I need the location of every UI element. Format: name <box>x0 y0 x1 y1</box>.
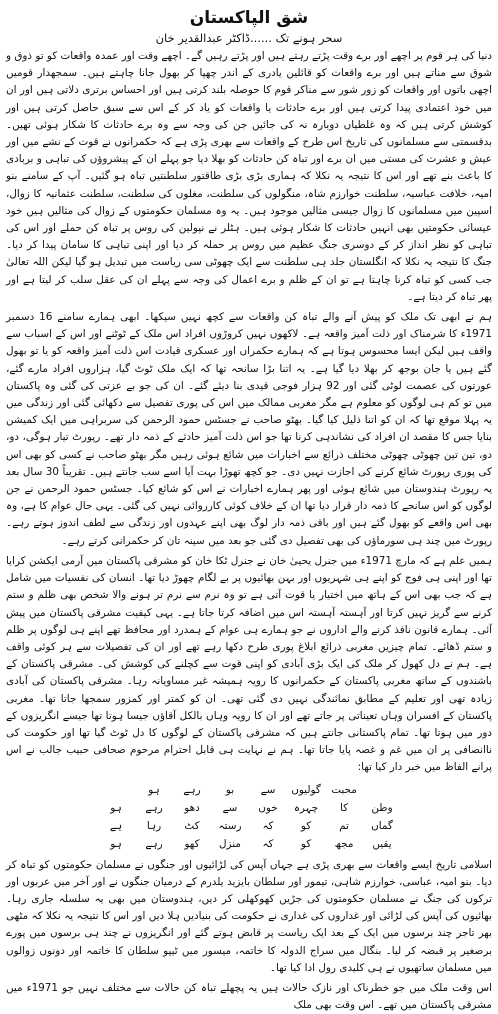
poem-word: ہے <box>109 819 123 832</box>
poem-word: ہو <box>148 783 160 796</box>
poem-word: وطن <box>371 801 393 814</box>
poem-word: گولیوں <box>291 783 321 796</box>
poem-line <box>6 799 492 817</box>
poem-word: محبت <box>331 783 357 796</box>
poem-word: کہ <box>262 819 274 832</box>
poem-word: رہے <box>145 801 163 814</box>
poem-line <box>6 835 492 853</box>
poem-word: سے <box>260 783 276 796</box>
poem-word: رستہ <box>218 819 242 832</box>
poem-word: کا <box>339 801 349 814</box>
article-title: شق الپاکستان <box>189 8 309 28</box>
poem-word: کو <box>300 819 312 832</box>
article-byline: سحر ہونے تک ......ڈاکٹر عبدالقدیر خان <box>155 31 343 45</box>
article-paragraph: اس وقت ملک میں جو خطرناک اور نازک حالات ہیں یہ پچھلے تباہ کن حالات سے مختلف نہیں جو 1971ء میں مشرقی پاکستان میں تھے۔ اس وقت بھی ملک <box>6 981 492 1012</box>
article-paragraph: ہمیں علم ہے کہ مارچ 1971ء میں جنرل یحییٰ خان نے جنرل ٹکا خان کو مشرقی پاکستان میں آرمی ایکشن کرایا تھا اور اپنی ہی فوج کو اپنے ہی شہریوں اور بہن بھائیوں پر بے لگام چھوڑ دیا تھا۔ انسان کی نفسیات میں شامل ہے کہ جب بھی اس کے ہاتھ میں اختیار یا قوت آتی ہے تو وہ نرم سے نرم تر ہونے والا شخص بھی ظلم و ستم کرنے سے گریز نہیں کرتا اور آہستہ آہستہ اس میں اضافہ کرتا جاتا ہے۔ یہی کیفیت مشرقی پاکستان میں پیش آئی۔ ہمارے قانون نافذ کرنے والے اداروں نے جو ہمارے ہی عوام کے ہمدرد اور محافظ تھے اپنے ہی لوگوں پر ظلم و ستم ڈھائے۔ تمام چیزیں مغربی ذرائع ابلاغ پوری طرح دکھا رہے تھے اور ان کی تفصیلات سے ہر کوئی واقف ہے۔ ہم نے دل کھول کر ملک کی ایک بڑی آبادی کو اپنی قوت سے کچلنے کی کوشش کی۔ مشرقی پاکستان کے باشندوں کے ساتھ مغربی پاکستان کے حکمرانوں کا رویہ ہمیشہ غیر مساویانہ رہا۔ مشرقی پاکستان کی آبادی زیادہ تھی اور تعلیم کے مطابق نمائندگی نہیں دی گئی تھی۔ ان کو کمتر اور کمزور سمجھا جاتا تھا۔ مغربی پاکستان کے افسران وہاں تعیناتی پر جاتے تھے اور ان کا رویہ وہاں بالکل آقاؤں جیسا ہوتا تھا جیسے انگریزوں کے دور میں ہوتا تھا۔ تمام پاکستانی جانتے ہیں کہ مشرقی پاکستان کے لوگوں کا دل ٹوٹ گیا تھا اور حکومت کی ناانصافی پر ان میں غم و غصہ پایا جاتا تھا۔ ہم نے نہایت ہی قابل احترام مرحوم صحافی حبیب جالب نے اس پرانے الفاظ میں خبر دار کیا تھا: <box>6 554 492 774</box>
poem-line <box>6 781 492 799</box>
poem-word: دھو <box>184 801 200 814</box>
article-paragraph: ہم نے ابھی تک ملک کو پیش آنے والے تباہ کن واقعات سے کچھ نہیں سیکھا۔ ابھی ہمارے سامنے 16 دسمبر 1971ء کا شرمناک اور ذلت آمیز واقعہ ہے۔ لاکھوں نہیں کروڑوں افراد اس ملک کے ٹوٹنے اور اس کے اسباب سے واقف ہیں لیکن ایسا محسوس ہوتا ہے کہ ہمارے حکمراں اور عسکری قیادت اس ذلت آمیز واقعہ کو یا تو بھول گئے ہیں یا جان بوجھ کر بھلا دیا گیا ہے۔ یہ اتنا بڑا سانحہ تھا کہ ایک ملک ٹوٹ گیا، ہزاروں افراد مارے گئے، عورتوں کی عصمت لوٹی گئی اور 92 ہزار فوجی قیدی بنا دیئے گئے۔ ان کی جو بے عزتی کی گئی وہ پاکستان میں تو کم ہی لوگوں کو معلوم ہے مگر مغربی ممالک میں اس کی پوری تفصیل سے دکھائی گئی اور زندگی میں یہ پہلا موقع تھا کہ ان کو اتنا ذلیل کیا گیا۔ بھٹو صاحب نے جسٹس حمود الرحمن کی سربراہی میں ایک کمیشن بنایا جس کا مقصد ان افراد کی نشاندہی کرنا تھا جو اس ذلت آمیز حادثے کے ذمہ دار تھے۔ رپورٹ تیار ہوگی، دو، دو، تین تین چھوٹی چھوٹی مختلف ذرائع سے اخبارات میں شائع ہوئی رہیں مگر بھٹو صاحب نے کسی کو بھی اس کی پوری رپورٹ شائع کرنے کی اجازت نہیں دی۔ جو کچھ تھوڑا بہت آیا اسے سب جانتے ہیں۔ تقریباً 30 سال بعد یہ رپورٹ ہندوستان میں شائع ہوئی اور پھر ہمارے اخبارات نے اس کو شائع کیا۔ جسٹس حمود الرحمن نے جن لوگوں کو اس سانحے کا ذمہ دار قرار دیا تھا ان کے خلاف کوئی کارروائی نہیں کی گئی۔ یہی حال عوام کا ہے، وہ بھی اس واقعے کو بھول گئے ہیں اور باقی ذمہ دار لوگ بھی اپنے عہدوں اور زندگی سے لطف اندوز ہوتے رہے۔ رپورٹ میں چند ہی سورماؤں کی بھی تفصیل دی گئی جو بعد میں سینہ تان کر حکمرانی کرتے رہے۔ <box>6 311 492 547</box>
poem-word: یقیں <box>372 837 392 850</box>
poem-word: کٹ <box>184 819 200 832</box>
article-paragraph: اسلامی تاریخ ایسے واقعات سے بھری پڑی ہے جہاں آپس کی لڑائیوں اور جنگوں نے مسلمان حکومتوں کو تباہ کر دیا۔ بنو امیہ، عباسی، خوارزم شاہی، تیمور اور سلطان بایزید یلدرم کے درمیان جنگوں نے اور آخر میں عربوں اور ترکوں کی جنگ نے مسلمان حکومتوں کی جڑیں کھوکھلی کر دیں، ہندوستان میں بھی یہ سلسلہ جاری رہا۔ بھائیوں کی آپس کی لڑائی اور غداروں کی غداری نے حکومت کی بنیادیں ہلا دیں اور اس کا نتیجہ یہ نکلا کہ مٹھی بھر تاجر چند برسوں میں ایک کے بعد ایک ریاست پر قابض ہوتے گئے اور انگریزوں نے چند ہی برسوں میں پورے برصغیر پر قبضہ کر لیا۔ بنگال میں سراج الدولہ کا خاتمہ، میسور میں ٹیپو سلطان کا خاتمہ اور دونوں زوالوں میں مسلمان ساتھیوں نے ہی کلیدی رول ادا کیا تھا۔ <box>6 858 492 974</box>
poem-word: تم <box>339 819 349 832</box>
poem-word: بو <box>225 783 235 796</box>
poem-word: ہو <box>110 801 122 814</box>
poem-verse <box>6 781 492 853</box>
poem-word: رہے <box>145 837 163 850</box>
article-paragraph: دنیا کی ہر قوم پر اچھے اور برے وقت پڑتے رہتے ہیں اور پڑتے رہیں گے۔ اچھے وقت اور عمدہ واقعات کو تو ذوق و شوق سے مناتے ہیں اور برے واقعات کو قائلین یادری کے اندر چھپا کر بھول جانا چاہتے ہیں۔ سمجھدار قومیں اچھی باتوں اور واقعات کو زور شور سے مناکر قوم کا حوصلہ بلند کرتی ہیں اور احساس برتری دلاتی ہیں اور ان میں خود اعتمادی پیدا کرتی ہیں اور برے حادثات یا واقعات کو یاد کر کے اس سے سبق حاصل کرتی ہیں اور کوشش کرتی ہیں کہ وہ غلطیاں دوبارہ نہ کی جائیں جن کی وجہ سے وہ برے حادثات کا شکار ہوئی تھیں۔ بدقسمتی سے مسلمانوں کی تاریخ اس طرح کے واقعات سے بھری پڑی ہے کہ حکمرانوں نے قوت کے نشے میں اور عیش و عشرت کی مستی میں ان برے اور تباہ کن حادثات کو بھلا دیا جو پہلے ان کے پیشروؤں کی تباہی و بربادی کا باعث بنے تھے اور اس کا نتیجہ یہ نکلا کہ ہماری بڑی بڑی طاقتور سلطنتیں تباہ ہو گئیں۔ آپ کے سامنے بنو امیہ، خلافت عباسیہ، سلطنت خوارزم شاہ، منگولوں کی سلطنت، مغلوں کی سلطنت، سلطنت عثمانیہ کا زوال، اسپین میں مسلمانوں کا زوال جیسی مثالیں موجود ہیں۔ یہ وہ مسلمان حکومتوں کے زوال کی مثالیں ہیں خود عیسائی حکومتیں بھی انہیں حادثات کا شکار ہوئی ہیں۔ ہٹلر نے نپولین کی روس پر تباہ کن حملے اور اس کی تباہی کو نظر انداز کر کے دوسری جنگ عظیم میں روس پر حملہ کر دیا اور اپنی تباہی کا سامان پیدا کر دیا۔ جنگ کا نتیجہ یہ نکلا کہ انگلستان جلد ہی سلطنت سے ایک چھوٹی سی ریاست میں تبدیل ہو گیا لیکن اللہ تعالیٰ جب کسی کو تباہ کرنا چاہتا ہے تو ان کے ظلم و برے اعمال کی وجہ سے پہلے ان کی عقل سلب کر لیتا ہے اور پھر تباہ کر دیتا ہے۔ <box>6 50 492 303</box>
poem-line <box>6 817 492 835</box>
poem-word: چہرہ <box>293 801 319 814</box>
poem-word: خوں <box>258 801 278 814</box>
poem-word: ہو <box>110 837 122 850</box>
poem-word: رہا <box>146 819 162 832</box>
poem-word: گماں <box>371 819 393 832</box>
poem-word: منزل <box>219 837 241 850</box>
poem-word: مجھ <box>334 837 354 850</box>
poem-word: سے <box>222 801 238 814</box>
poem-word: کو <box>300 837 312 850</box>
poem-word: رہے <box>183 783 201 796</box>
poem-word: کھو <box>184 837 200 850</box>
poem-word: کہ <box>262 837 274 850</box>
